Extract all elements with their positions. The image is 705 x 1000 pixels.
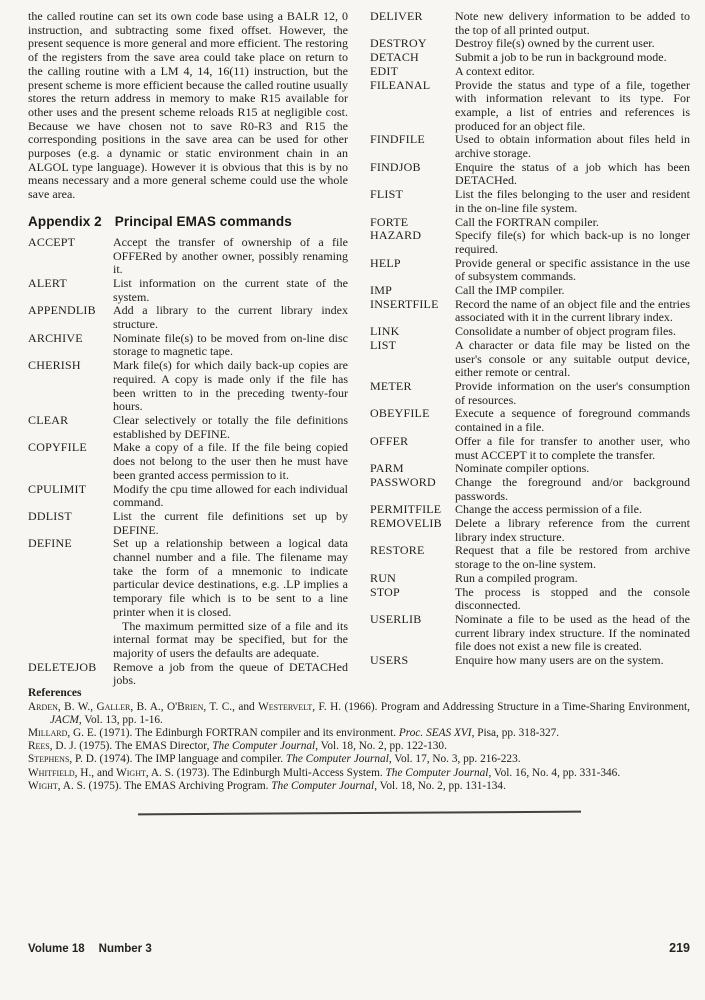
command-row bbox=[370, 216, 690, 230]
command-name: DETACH bbox=[370, 50, 419, 65]
two-column-body bbox=[28, 10, 690, 688]
command-row bbox=[370, 654, 690, 668]
command-description: Nominate a file to be used as the head of the current library index structure. If the nominated file does not exist a new file is created. bbox=[455, 611, 690, 654]
command-row bbox=[28, 332, 348, 359]
command-description: Request that a file be restored from archive storage to the on-line system. bbox=[455, 543, 690, 572]
command-description: Provide the status and type of a file, together with information relevant to its type. For example, a list of entries and references is produced for an object file. bbox=[455, 77, 690, 133]
intro-paragraph: the called routine can set its own code base using a BALR 12, 0 instruction, and subtracting some fixed offset. However, the present sequence is more general and more efficient. The restoring of the registers from the save area could take place on return to the calling routine with a LM 4, 14, 16(11) instruction, but the present scheme is more efficient because the called routine usually stores the return address in memory to make R15 available for other uses and the present scheme reloads R15 at negligible cost. Because we have chosen not to save R0-R3 and R15 the corresponding positions in the save area can be used for other purposes (e.g. a dynamic or static environment chain in an ALGOL type language). However it is obvious that this is by no means necessary and a more general scheme could use the whole save area. bbox=[28, 9, 348, 202]
command-description: Note new delivery information to be added to the top of all printed output. bbox=[455, 9, 690, 37]
command-description: Enquire the status of a job which has been DETACHed. bbox=[455, 159, 690, 188]
command-name: COPYFILE bbox=[28, 440, 87, 455]
command-name: RUN bbox=[370, 570, 396, 585]
command-name: DDLIST bbox=[28, 508, 72, 523]
appendix-heading-label: Appendix 2 bbox=[28, 213, 102, 229]
command-description: Add a library to the current library index structure. bbox=[113, 303, 348, 332]
command-description: Modify the cpu time allowed for each individual command. bbox=[113, 481, 348, 510]
command-description: Make a copy of a file. If the file being copied does not belong to the user then he must have been granted access permission to it. bbox=[113, 440, 348, 482]
command-name: HAZARD bbox=[370, 228, 422, 243]
command-name: ARCHIVE bbox=[28, 330, 83, 345]
command-name: APPENDLIB bbox=[28, 303, 96, 318]
command-name: FINDJOB bbox=[370, 159, 421, 174]
command-row bbox=[370, 298, 690, 325]
reference-item: Millard, G. E. (1971). The Edinburgh FORTRAN compiler and its environment. Proc. SEAS XVI, Pisa, pp. 318-327. bbox=[28, 727, 560, 740]
command-name: HELP bbox=[370, 255, 401, 270]
command-name: METER bbox=[370, 378, 412, 393]
command-row bbox=[370, 188, 690, 215]
horizontal-rule bbox=[138, 811, 581, 816]
command-description: Submit a job to be run in background mode. bbox=[455, 50, 667, 65]
command-name: IMP bbox=[370, 283, 392, 298]
command-row bbox=[370, 51, 690, 65]
command-name: FILEANAL bbox=[370, 77, 431, 92]
command-name: OFFER bbox=[370, 433, 409, 448]
command-row bbox=[370, 407, 690, 434]
command-name: INSERTFILE bbox=[370, 296, 439, 311]
command-row bbox=[370, 544, 690, 571]
command-description: Specify file(s) for which back-up is no longer required. bbox=[455, 228, 690, 256]
references-section bbox=[28, 687, 690, 793]
command-row bbox=[28, 441, 348, 482]
command-description: List the files belonging to the user and resident in the on-line file system. bbox=[455, 187, 690, 215]
command-description: Change the foreground and/or background passwords. bbox=[455, 474, 690, 503]
command-description: Run a compiled program. bbox=[455, 570, 578, 585]
command-row bbox=[370, 380, 690, 407]
command-name: DELIVER bbox=[370, 9, 423, 23]
command-name: ACCEPT bbox=[28, 234, 76, 249]
command-description: List the current file definitions set up by DEFINE. bbox=[113, 508, 348, 537]
reference-item: Rees, D. J. (1975). The EMAS Director, The Computer Journal, Vol. 18, No. 2, pp. 122-130. bbox=[28, 740, 447, 753]
command-name: FINDFILE bbox=[370, 132, 425, 147]
command-description: Nominate file(s) to be moved from on-line disc storage to magnetic tape. bbox=[113, 330, 348, 359]
command-name: CPULIMIT bbox=[28, 481, 87, 496]
command-description: Nominate compiler options. bbox=[455, 461, 590, 476]
command-row bbox=[370, 37, 690, 51]
command-row bbox=[370, 462, 690, 476]
command-row bbox=[370, 325, 690, 339]
command-row bbox=[370, 586, 690, 613]
reference-item: Whitfield, H., and Wight, A. S. (1973). The Edinburgh Multi-Access System. The Computer Journal, Vol. 16, No. 4, pp. 331-346. bbox=[28, 766, 621, 779]
command-name: DELETEJOB bbox=[28, 659, 97, 674]
command-description: Clear selectively or totally the file definitions established by DEFINE. bbox=[113, 412, 348, 441]
command-description: Mark file(s) for which daily back-up copies are required. A copy is made only if the file has been written to in the preceding twenty-four hours. bbox=[113, 358, 348, 414]
command-name: PERMITFILE bbox=[370, 502, 442, 517]
command-name: CLEAR bbox=[28, 412, 69, 427]
command-name: LIST bbox=[370, 337, 397, 352]
command-name: FORTE bbox=[370, 214, 409, 229]
command-description: List information on the current state of the system. bbox=[113, 275, 348, 304]
command-row bbox=[370, 517, 690, 544]
command-name: STOP bbox=[370, 584, 400, 599]
command-row bbox=[370, 339, 690, 380]
command-row bbox=[370, 257, 690, 284]
command-row bbox=[28, 537, 348, 660]
command-description: Execute a sequence of foreground commands contained in a file. bbox=[455, 406, 690, 435]
command-description: A context editor. bbox=[455, 63, 535, 78]
command-name: RESTORE bbox=[370, 543, 425, 558]
appendix-heading bbox=[28, 214, 348, 229]
left-column bbox=[28, 10, 348, 688]
command-name: REMOVELIB bbox=[370, 516, 442, 531]
appendix-heading-title: Principal EMAS commands bbox=[114, 213, 292, 229]
reference-item: Stephens, P. D. (1974). The IMP language and compiler. The Computer Journal, Vol. 17, No. 3, pp. 216-223. bbox=[28, 753, 521, 766]
command-description: Destroy file(s) owned by the current user. bbox=[455, 36, 655, 51]
command-description: Offer a file for transfer to another user, who must ACCEPT it to complete the transfer. bbox=[455, 433, 690, 462]
command-description: Provide general or specific assistance in the use of subsystem commands. bbox=[455, 255, 690, 284]
command-description: A character or data file may be listed on the user's console or any suitable output device, either remote or central. bbox=[455, 337, 690, 380]
command-row bbox=[370, 476, 690, 503]
command-row bbox=[28, 510, 348, 537]
footer-page-number: 219 bbox=[669, 941, 690, 955]
command-row bbox=[370, 79, 690, 134]
command-row bbox=[370, 613, 690, 654]
command-name: CHERISH bbox=[28, 358, 81, 373]
command-name: USERLIB bbox=[370, 611, 422, 626]
command-description: Provide information on the user's consumption of resources. bbox=[455, 378, 690, 407]
references-list bbox=[28, 701, 690, 793]
command-description: Used to obtain information about files held in archive storage. bbox=[455, 132, 690, 161]
command-name: EDIT bbox=[370, 63, 399, 78]
references-heading: References bbox=[28, 687, 82, 699]
footer-volume: Volume 18 bbox=[28, 943, 85, 955]
command-description: Enquire how many users are on the system. bbox=[455, 653, 664, 668]
right-column bbox=[370, 10, 690, 688]
command-description: Delete a library reference from the current library index structure. bbox=[455, 516, 690, 544]
reference-item: Arden, B. W., Galler, B. A., O'Brien, T. C., and Westervelt, F. H. (1966). Program and Addressing Structure in a Time-Sharing Environment, JACM, Vol. 13, pp. 1-16. bbox=[28, 701, 691, 727]
footer-number: Number 3 bbox=[98, 943, 152, 955]
command-name: PARM bbox=[370, 461, 404, 476]
command-description: Call the FORTRAN compiler. bbox=[455, 214, 599, 229]
command-description: Call the IMP compiler. bbox=[455, 283, 565, 298]
command-row bbox=[370, 503, 690, 517]
command-row bbox=[370, 10, 690, 37]
command-name: ALERT bbox=[28, 275, 67, 290]
command-row bbox=[370, 161, 690, 188]
command-name: LINK bbox=[370, 324, 400, 339]
command-description: Consolidate a number of object program files. bbox=[455, 324, 676, 339]
command-row bbox=[370, 435, 690, 462]
commands-list-left bbox=[28, 236, 348, 688]
command-name: USERS bbox=[370, 653, 409, 668]
command-name: DEFINE bbox=[28, 536, 72, 551]
command-row bbox=[370, 65, 690, 79]
reference-item: Wight, A. S. (1975). The EMAS Archiving Program. The Computer Journal, Vol. 18, No. 2, pp. 131-134. bbox=[28, 779, 506, 792]
command-row bbox=[28, 661, 348, 688]
commands-list-right bbox=[370, 10, 690, 668]
command-description: Set up a relationship between a logical data channel number and a file. The filename may take the form of a mnemonic to indicate particular device destinations, e.g. .LP implies a temporary file which is to be sent to a line printer when it is closed. The maximum permitted size of a file and its internal format may be specified, but for the majority of users the defaults are adequate. bbox=[113, 536, 348, 660]
command-row bbox=[28, 277, 348, 304]
page-footer bbox=[28, 941, 690, 955]
command-row bbox=[28, 236, 348, 277]
command-name: DESTROY bbox=[370, 36, 427, 51]
command-description: Record the name of an object file and the entries associated with it in the current library index. bbox=[455, 296, 690, 325]
command-row bbox=[370, 133, 690, 160]
command-name: PASSWORD bbox=[370, 474, 436, 489]
command-row bbox=[28, 414, 348, 441]
command-row bbox=[370, 229, 690, 256]
command-row bbox=[28, 483, 348, 510]
command-row bbox=[28, 359, 348, 414]
command-name: OBEYFILE bbox=[370, 406, 430, 421]
command-name: FLIST bbox=[370, 187, 404, 202]
command-row bbox=[28, 304, 348, 331]
command-row bbox=[370, 572, 690, 586]
footer-issue-info bbox=[28, 943, 152, 955]
command-description: Remove a job from the queue of DETACHed jobs. bbox=[113, 659, 348, 688]
command-description: The process is stopped and the console disconnected. bbox=[455, 584, 690, 613]
command-description: Accept the transfer of ownership of a file OFFERed by another owner, possibly renaming it. bbox=[113, 234, 348, 277]
command-row bbox=[370, 284, 690, 298]
command-description: Change the access permission of a file. bbox=[455, 502, 642, 517]
